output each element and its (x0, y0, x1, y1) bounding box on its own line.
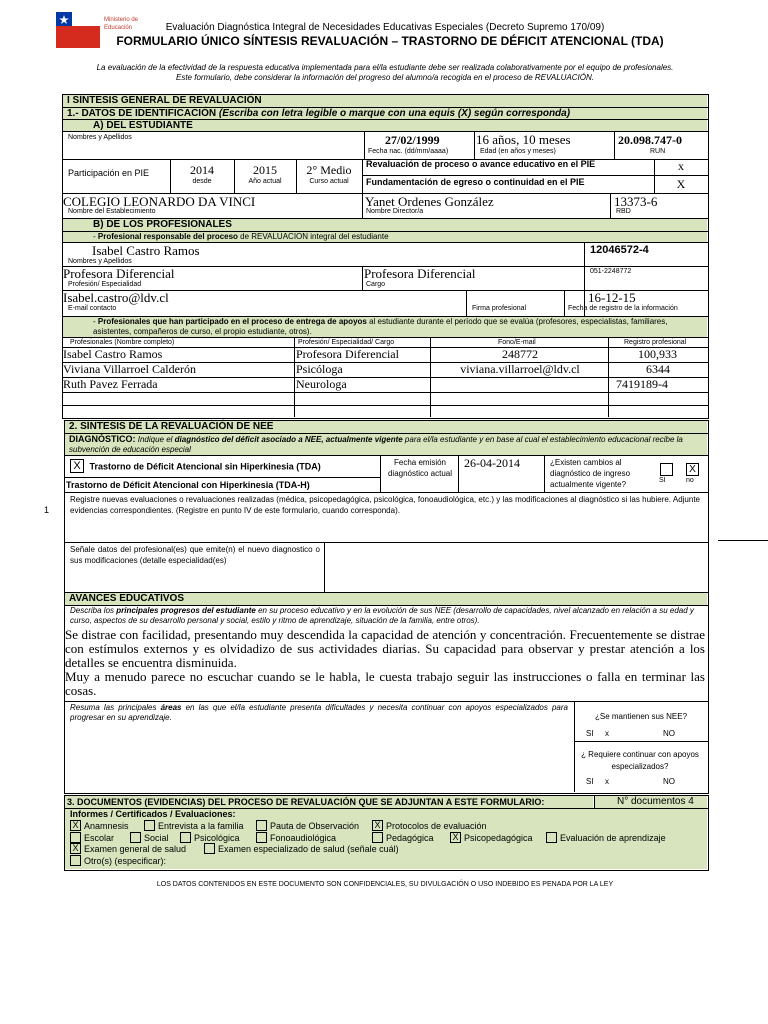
participantes-row: - Profesionales que han participado en el proceso de entrega de apoyos al estudiante durante el período que se evalúa (profesores, especialistas, familiares, asistentes, compañeros de curso, el propio estudiante, otros). (63, 317, 707, 337)
examen-general-checkbox[interactable]: X (70, 843, 81, 854)
doc-item-examen-general[interactable] (70, 844, 186, 855)
resp-nombre-value: Isabel Castro Ramos (92, 243, 200, 258)
ministry-logo (56, 12, 100, 48)
telefono-value: 051-2248772 (590, 268, 632, 275)
protocolos-checkbox[interactable]: X (372, 820, 383, 831)
avances-title: AVANCES EDUCATIVOS (65, 593, 707, 605)
entrevista-checkbox[interactable] (144, 820, 155, 831)
table-row-2-fono: viviana.villarroel@ldv.cl (460, 362, 580, 376)
anamnesis-label: Anamnesis (84, 821, 129, 831)
doc-item-social[interactable] (130, 833, 169, 844)
cambios-si-checkbox[interactable] (660, 463, 673, 476)
areas-instructions (70, 703, 568, 723)
edad-value: 16 años, 10 meses (476, 132, 571, 147)
doc-item-evaluacion-aprendizaje[interactable] (546, 833, 666, 844)
mantienen-mark: x (605, 729, 609, 738)
mantienen-no[interactable]: NO (663, 729, 675, 738)
areas-text2: en las que el/la estudiante presenta dificultades y necesita continuar con apoyos especializados para progresar en su aprendizaje. (70, 703, 568, 722)
fonoaudiologica-label: Fonoaudiológica (270, 833, 337, 843)
col-header-profesion: Profesión/ Especialidad/ Cargo (298, 339, 395, 346)
pauta-checkbox[interactable] (256, 820, 267, 831)
table-row-2-profesion: Psicóloga (296, 362, 343, 376)
fund-egreso-label: Fundamentación de egreso o continuidad en el PIE (366, 177, 585, 187)
cambios-si-label: SI (659, 477, 666, 484)
responsable-rest: de REVALUACION integral del estudiante (237, 232, 389, 241)
escolar-label: Escolar (84, 833, 115, 843)
diagnostico-text2: para el/la estudiante y en base al cual el establecimiento educacional recibe la subvención de educación especial (69, 435, 683, 454)
fonoaudiologica-checkbox[interactable] (256, 832, 267, 843)
page-title: FORMULARIO ÚNICO SÍNTESIS REVALUACIÓN – TRASTORNO DE DÉFICIT ATENCIONAL (TDA) (116, 34, 664, 48)
requiere-no[interactable]: NO (663, 777, 675, 786)
requiere-mark: x (605, 777, 609, 786)
social-label: Social (144, 833, 169, 843)
examen-general-label: Examen general de salud (84, 844, 187, 854)
protocolos-label: Protocolos de evaluación (386, 821, 487, 831)
doc-item-fonoaudiologica[interactable] (256, 833, 336, 844)
intro-line1: La evaluación de la efectividad de la respuesta educativa implementada para el/la estudiante debe ser realizada colaborativamente por el equipo de profesionales. (96, 63, 674, 72)
mantienen-si[interactable]: SI (586, 729, 594, 738)
avances-text2: en su proceso educativo y en la evolución de sus NEE (desarrollo de capacidades, nivel alcanzado en relación a su edad y curso, aspectos de su desarrollo personal y social, estilo y ritmo de aprendizaje, situación de la familia, entre otros). (70, 606, 694, 625)
doc-item-entrevista[interactable] (144, 821, 244, 832)
avances-instructions (70, 606, 702, 626)
table-row-3-profesion: Neurologa (296, 377, 347, 391)
table-row-1-profesion: Profesora Diferencial (296, 347, 399, 361)
pie-anio-label: Año actual (248, 178, 282, 185)
col-header-registro: Registro profesional (624, 339, 687, 346)
table-row-3-nombre: Ruth Pavez Ferrada (63, 377, 158, 391)
col-header-fono: Fono/E-mail (498, 339, 536, 346)
establecimiento-value: COLEGIO LEONARDO DA VINCI (63, 194, 256, 209)
responsable-row: - Profesional responsable del proceso de REVALUACION integral del estudiante (63, 232, 707, 242)
rbd-label: RBD (616, 208, 631, 215)
table-row-1-registro: 100,933 (638, 347, 677, 361)
resp-nombre-label: Nombres y Apellidos (68, 258, 132, 265)
table-row-2-nombre: Viviana Villarroel Calderón (63, 362, 196, 376)
cambios-question: ¿Existen cambios al diagnóstico de ingreso actualmente vigente? (550, 458, 631, 489)
tda-sin-checkbox[interactable]: X (70, 459, 84, 473)
requiere-question: ¿ Requiere continuar con apoyos especializados? (581, 750, 699, 771)
doc-item-psicopedagogica[interactable] (450, 833, 533, 844)
pauta-label: Pauta de Observación (270, 821, 360, 831)
student-subtitle: A) DEL ESTUDIANTE (63, 120, 707, 131)
eval-proceso-label: Revaluación de proceso o avance educativo en el PIE (366, 159, 596, 169)
informes-label: Informes / Certificados / Evaluaciones: (70, 809, 236, 819)
eval-proceso-mark[interactable]: x (678, 159, 684, 173)
cambios-no-label: no (686, 477, 694, 484)
doc-item-protocolos[interactable] (372, 821, 487, 832)
n-docs-label: N° documentos (617, 796, 686, 807)
nombres-label: Nombres y Apellidos (68, 134, 132, 141)
table-row-3-registro: 7419189-4 (616, 377, 668, 391)
establecimiento-label: Nombre del Establecimiento (68, 208, 156, 215)
avances-body: Se distrae con facilidad, presentando muy descendida la capacidad de atención y concentración. Frecuentemente se distrae con estímulos externos y es olvidadizo de sus actividades diarias. Su capacidad para observar y prestar atención a los detalles se encuentra disminuida. (65, 627, 705, 670)
datos-title-row (63, 108, 707, 119)
run-label: RUN (650, 148, 666, 155)
cambios-no-checkbox[interactable]: X (686, 463, 699, 476)
pedagogica-checkbox[interactable] (372, 832, 383, 843)
otros-label: Otro(s) (especificar): (84, 856, 167, 866)
header-line1: Evaluación Diagnóstica Integral de Necesidades Educativas Especiales (Decreto Supremo 170/09) (165, 22, 605, 33)
datos-note: (Escriba con letra legible o marque con una equis (X) según corresponda) (218, 108, 571, 119)
psicopedagogica-label: Psicopedagógica (464, 833, 533, 843)
entrevista-label: Entrevista a la familia (158, 821, 244, 831)
firma-label: Firma profesional (472, 305, 527, 312)
doc-item-pauta[interactable] (256, 821, 359, 832)
email-value: Isabel.castro@ldv.cl (63, 290, 169, 305)
fecha-emision-value: 26-04-2014 (464, 456, 520, 470)
director-label: Nombre Director/a (366, 208, 424, 215)
areas-bold: áreas (160, 703, 182, 712)
avances-text1: Describa los (70, 606, 117, 615)
pie-curso-value: 2° Medio (306, 163, 352, 177)
doc-item-anamnesis[interactable] (70, 821, 129, 832)
psicologica-checkbox[interactable] (180, 832, 191, 843)
examen-especializado-checkbox[interactable] (204, 843, 215, 854)
fecha-nac-label: Fecha nac. (dd/mm/aaaa) (368, 148, 449, 155)
pie-label: Participación en PIE (68, 168, 150, 178)
table-row-2-registro: 6344 (646, 362, 670, 376)
col-header-nombre: Profesionales (Nombre completo) (70, 339, 175, 346)
resp-rut-value: 12046572-4 (590, 244, 649, 256)
anamnesis-checkbox[interactable]: X (70, 820, 81, 831)
avances-bold: principales progresos del estudiante (116, 606, 256, 615)
mantienen-question: ¿Se mantienen sus NEE? (594, 712, 688, 721)
run-value: 20.098.747-0 (618, 133, 682, 147)
diagnostico-text1: Indique el (135, 435, 175, 444)
escolar-checkbox[interactable] (70, 832, 81, 843)
n-docs-cell (595, 796, 707, 808)
diagnostico-label: DIAGNÓSTICO: (69, 434, 136, 444)
cargo-label: Cargo (366, 281, 386, 288)
fund-egreso-mark[interactable]: X (676, 177, 686, 191)
n-docs-value: 4 (688, 796, 694, 807)
requiere-si[interactable]: SI (586, 777, 594, 786)
evaluacion-aprendizaje-label: Evaluación de aprendizaje (560, 833, 666, 843)
senale-text: Señale datos del profesional(es) que emite(n) el nuevo diagnostico o sus modificaciones (detalle especialidad(es) (70, 545, 320, 565)
datos-title: 1.- DATOS DE IDENTIFICACIÓN (67, 108, 217, 119)
pie-desde-label: desde (192, 178, 212, 185)
logo-text: Ministerio de Educación (104, 17, 139, 31)
intro-line2: Este formulario, debe considerar la información del progreso del alumno/a recogida en el proceso de REVALUACIÓN. (176, 73, 594, 82)
chile-flag-icon (56, 12, 100, 48)
profesionales-subtitle: B) DE LOS PROFESIONALES (63, 219, 707, 231)
pie-desde-value: 2014 (190, 163, 214, 177)
psicologica-label: Psicológica (194, 833, 240, 843)
otros-checkbox[interactable] (70, 855, 81, 866)
tda-sin-label: Trastorno de Déficit Atencional sin Hiperkinesia (TDA) (89, 461, 321, 472)
avances-body2: Muy a menudo parece no escuchar cuando se le habla, le cuesta trabajo seguir las instrucciones o falla en terminar las cosas. (65, 669, 705, 698)
profesion-value: Profesora Diferencial (63, 266, 175, 281)
director-value: Yanet Ordenes González (365, 194, 494, 209)
social-checkbox[interactable] (130, 832, 141, 843)
edad-label: Edad (en años y meses) (480, 148, 556, 155)
confidentiality-footer: LOS DATOS CONTENIDOS EN ESTE DOCUMENTO SON CONFIDENCIALES, SU DIVULGACIÓN O USO INDEBIDO ES PENADA POR LA LEY (156, 881, 614, 888)
responsable-bold: Profesional responsable del proceso (97, 232, 238, 241)
participantes-bold: Profesionales que han participado en el proceso de entrega de apoyos (97, 317, 367, 326)
participants-table (62, 337, 708, 417)
diagnostico-bold: diagnóstico del déficit asociado a NEE, actualmente vigente (174, 435, 403, 444)
fecha-nac-value: 27/02/1999 (385, 133, 440, 147)
pie-curso-label: Curso actual (309, 178, 349, 185)
tda-sin-row (70, 460, 321, 474)
diagnostico-row (65, 434, 707, 455)
examen-especializado-label: Examen especializado de salud (señale cuál) (218, 844, 399, 854)
evaluacion-aprendizaje-checkbox[interactable] (546, 832, 557, 843)
table-row-1-fono: 248772 (502, 347, 538, 361)
participantes-rest: al estudiante durante el período que se evalúa (profesores, especialistas, familiares, asistentes, compañeros de curso, el propio estudiante, otros). (93, 317, 668, 336)
fecha-emision-label: Fecha emisión diagnóstico actual (387, 458, 453, 478)
doc-item-pedagogica[interactable] (372, 833, 434, 844)
section1-title: I SÍNTESIS GENERAL DE REVALUACIÓN (63, 95, 707, 107)
section2-title: 2. SÍNTESIS DE LA REVALUACIÓN DE NEE (65, 421, 707, 433)
table-row-1-nombre: Isabel Castro Ramos (63, 347, 163, 361)
pedagogica-label: Pedagógica (386, 833, 434, 843)
cargo-value: Profesora Diferencial (364, 266, 476, 281)
margin-mark: 1 (44, 505, 50, 515)
fecha-registro-label: Fecha de registro de la información (568, 305, 678, 312)
doc-item-otros[interactable] (70, 856, 166, 867)
doc-item-examen-especializado[interactable] (204, 844, 399, 855)
profesion-label: Profesión/ Especialidad (68, 281, 142, 288)
areas-text1: Resuma las principales (70, 703, 161, 712)
fecha-registro-value: 16-12-15 (588, 290, 636, 305)
section3-title: 3. DOCUMENTOS (EVIDENCIAS) DEL PROCESO DE REVALUACIÓN QUE SE ADJUNTAN A ESTE FORMULARIO: (65, 796, 593, 808)
psicopedagogica-checkbox[interactable]: X (450, 832, 461, 843)
registre-text: Registre nuevas evaluaciones o revaluaciones realizadas (médica, psicopedagógica, psicológica, fonoaudiológica, etc.) y las modificaciones al diagnóstico si las hubiere. Adjunte evidencias correspondientes. (Registre en punto IV de este formulario, cuando corresponda). (70, 495, 700, 515)
rbd-value: 13373-6 (614, 194, 658, 209)
email-label: E-mail contacto (68, 305, 117, 312)
pie-anio-value: 2015 (253, 163, 277, 177)
tda-con-label: Trastorno de Déficit Atencional con Hiperkinesia (TDA-H) (66, 480, 310, 490)
